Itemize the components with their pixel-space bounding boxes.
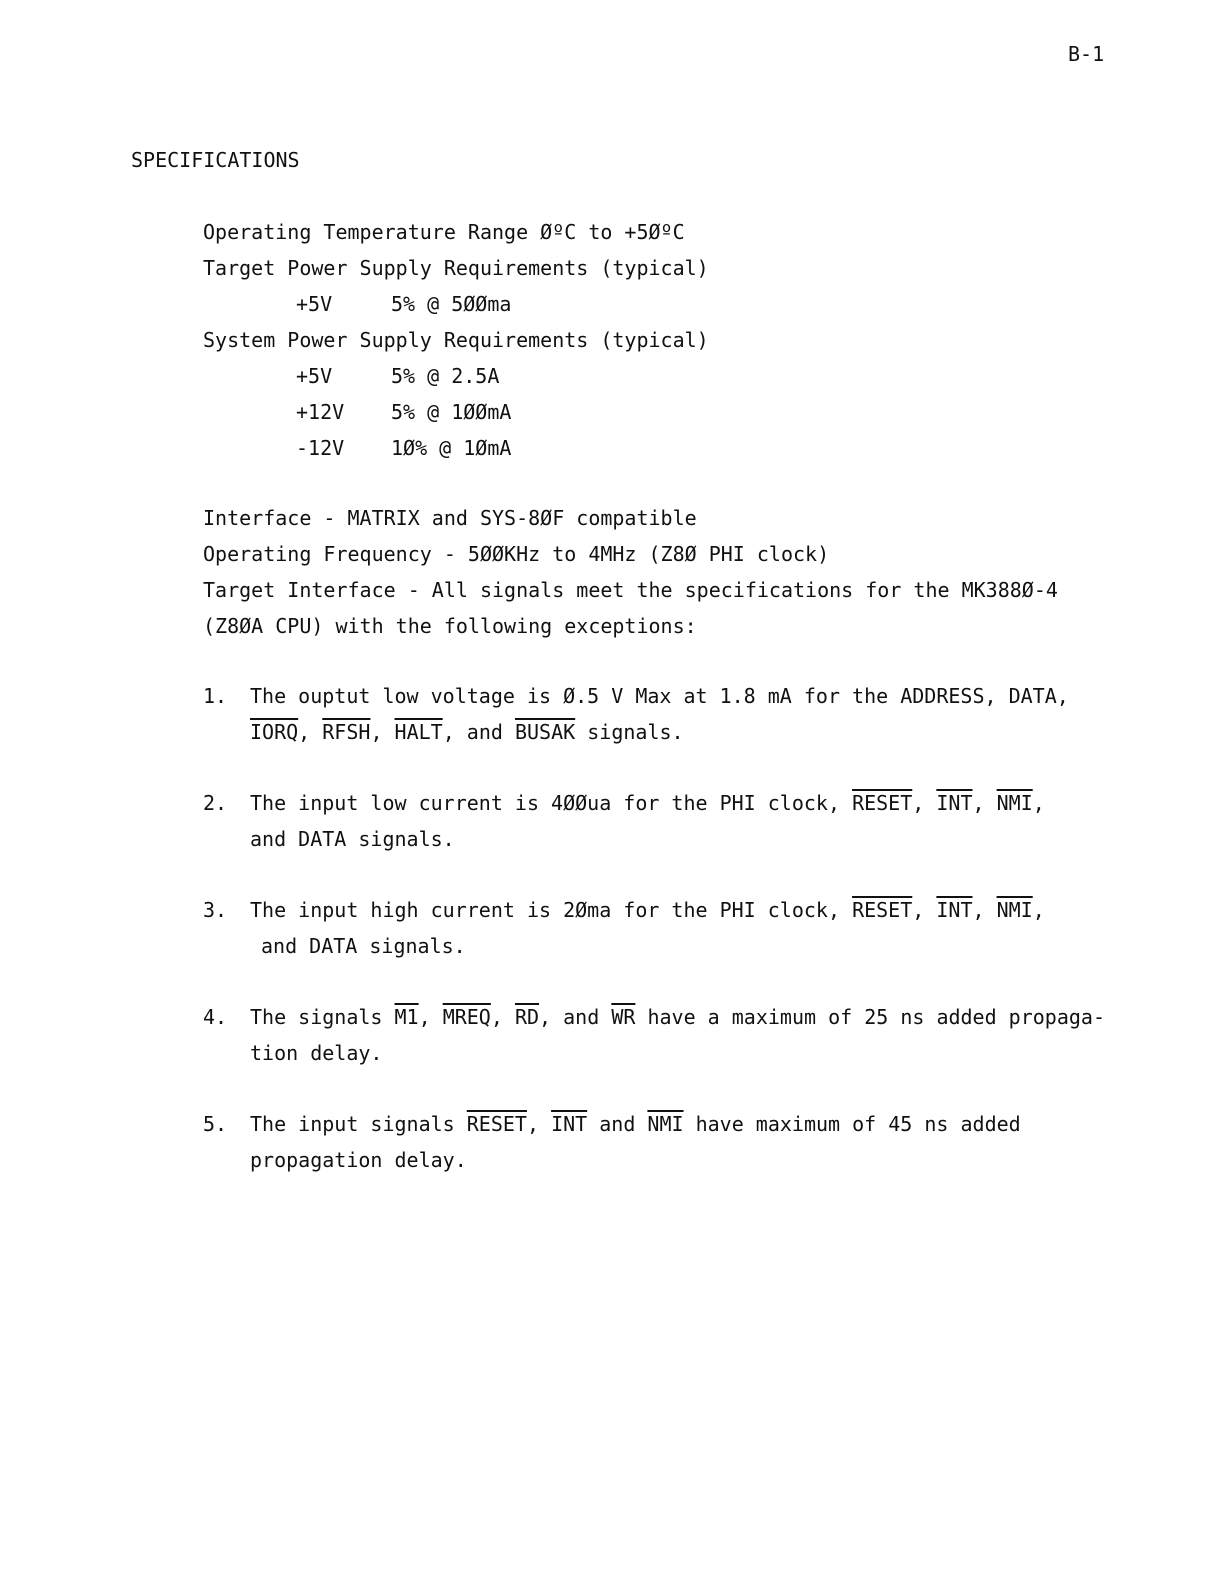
exception-tail: signals. — [587, 720, 684, 744]
exception-text: The input high current is 2Øma for the PHI clock, RESET, $\overline{INT}$, $\overline{NMI}$, — [250, 898, 1045, 922]
exception-text: and DATA signals. — [261, 934, 466, 958]
target-power-voltage: +5V — [296, 292, 333, 316]
exception-text: tion delay. — [250, 1041, 383, 1065]
conjunction: and — [563, 1005, 600, 1029]
signal-name: RFSH — [322, 720, 371, 744]
exception-lead: The input signals — [250, 1112, 455, 1136]
exception-number: 1. — [203, 684, 228, 708]
signal-name: $\overline{NMI}$ — [996, 898, 1033, 922]
target-power-heading: Target Power Supply Requirements (typical) — [203, 256, 709, 280]
exception-text: and DATA signals. — [250, 827, 455, 851]
target-interface-line1: Target Interface - All signals meet the specifications for the MK388Ø-4 — [203, 578, 1058, 602]
exception-lead: The signals — [250, 1005, 383, 1029]
exception-text: The signals M1, MREQ, $\overline{RD}$, and $\overline{WR}$ have a maximum of 25 ns added propaga- — [250, 1005, 1106, 1029]
system-power-voltage: -12V — [296, 436, 345, 460]
interface-line: Interface - MATRIX and SYS-8ØF compatible — [203, 506, 697, 530]
conjunction: and — [599, 1112, 636, 1136]
section-title: SPECIFICATIONS — [131, 148, 300, 172]
exception-number: 3. — [203, 898, 228, 922]
exception-number: 4. — [203, 1005, 228, 1029]
exception-text: The input signals RESET, $\overline{INT}$ and $\overline{NMI}$ have maximum of 45 ns added — [250, 1112, 1021, 1136]
signal-name: RESET — [466, 1112, 527, 1136]
exception-number: 5. — [203, 1112, 228, 1136]
exception-number: 2. — [203, 791, 228, 815]
operating-temperature: Operating Temperature Range ØºC to +5ØºC — [203, 220, 685, 244]
signal-name: IORQ — [250, 720, 299, 744]
system-power-value: 5% @ 1ØØmA — [391, 400, 512, 424]
target-interface-line2: (Z8ØA CPU) with the following exceptions: — [203, 614, 697, 638]
signal-name: $\overline{INT}$ — [936, 791, 973, 815]
exception-tail: have a maximum of 25 ns added propaga- — [647, 1005, 1106, 1029]
signal-name: $\overline{RD}$ — [514, 1005, 540, 1029]
exception-tail: have maximum of 45 ns added — [695, 1112, 1021, 1136]
signal-name: $\overline{NMI}$ — [996, 791, 1033, 815]
signal-name: $\overline{NMI}$ — [647, 1112, 684, 1136]
exception-text: The ouptut low voltage is Ø.5 V Max at 1.8 mA for the ADDRESS, DATA, — [250, 684, 1069, 708]
exception-text: IORQ, RFSH, HALT, and BUSAK signals. — [250, 720, 684, 744]
signal-name: RESET — [852, 898, 913, 922]
system-power-voltage: +12V — [296, 400, 345, 424]
exception-text: The input low current is 4ØØua for the PHI clock, RESET, $\overline{INT}$, $\overline{NMI}$, — [250, 791, 1045, 815]
signal-name: $\overline{INT}$ — [936, 898, 973, 922]
system-power-value: 1Ø% @ 1ØmA — [391, 436, 512, 460]
system-power-value: 5% @ 2.5A — [391, 364, 500, 388]
exception-lead: The input high current is 2Øma for the PHI clock, — [250, 898, 841, 922]
exception-text: propagation delay. — [250, 1148, 467, 1172]
page-number: B-1 — [1068, 42, 1105, 66]
system-power-heading: System Power Supply Requirements (typical) — [203, 328, 709, 352]
signal-name: MREQ — [442, 1005, 491, 1029]
system-power-voltage: +5V — [296, 364, 333, 388]
signal-name: BUSAK — [514, 720, 576, 744]
signal-name: RESET — [852, 791, 913, 815]
signal-name: $\overline{INT}$ — [551, 1112, 588, 1136]
exception-lead: The input low current is 4ØØua for the PHI clock, — [250, 791, 841, 815]
signal-name: M1 — [394, 1005, 419, 1029]
conjunction: and — [466, 720, 503, 744]
signal-name: $\overline{WR}$ — [611, 1005, 636, 1029]
operating-frequency: Operating Frequency - 5ØØKHz to 4MHz (Z8Ø PHI clock) — [203, 542, 830, 566]
signal-name: HALT — [394, 720, 443, 744]
target-power-value: 5% @ 5ØØma — [391, 292, 512, 316]
